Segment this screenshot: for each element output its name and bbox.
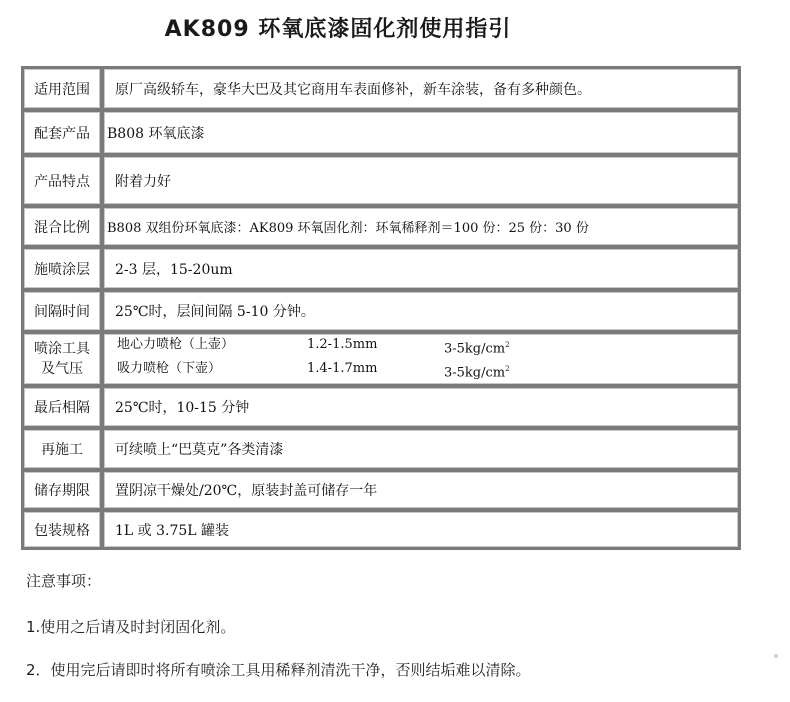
row-label: 间隔时间 xyxy=(24,292,100,330)
row-label: 产品特点 xyxy=(24,157,100,204)
page-title: AK809 环氧底漆固化剂使用指引 xyxy=(164,17,512,42)
row-value xyxy=(104,334,738,384)
row-label-line: 及气压 xyxy=(41,361,83,377)
table-row xyxy=(24,512,738,547)
row-label: 适用范围 xyxy=(24,69,100,108)
table-row xyxy=(24,69,738,108)
note-item: 2．使用完后请即时将所有喷涂工具用稀释剂清洗干净，否则结垢难以清除。 xyxy=(26,661,531,679)
table-row xyxy=(24,112,738,153)
note-item: 1.使用之后请及时封闭固化剂。 xyxy=(26,618,236,636)
tool-nozzle: 1.4-1.7mm xyxy=(307,361,378,376)
notes-heading: 注意事项： xyxy=(26,572,102,590)
row-label: 储存期限 xyxy=(24,472,100,508)
row-label: 配套产品 xyxy=(24,112,100,153)
spray-tools-grid xyxy=(117,335,524,384)
row-value: 25℃时，层间间隔 5-10 分钟。 xyxy=(104,292,738,330)
table-row xyxy=(24,388,738,426)
row-value: 25℃时，10-15 分钟 xyxy=(104,388,738,426)
table-row xyxy=(24,249,738,288)
row-value: 置阴凉干燥处/20℃，原装封盖可储存一年 xyxy=(104,472,738,508)
row-label: 最后相隔 xyxy=(24,388,100,426)
row-label: 施喷涂层 xyxy=(24,249,100,288)
tool-nozzle: 1.2-1.5mm xyxy=(307,336,378,352)
tool-pressure: $3-5kg/cm^2$ xyxy=(444,340,510,356)
table-row xyxy=(24,334,738,384)
tool-name: 地心力喷枪（上壶） xyxy=(117,336,235,352)
row-label: 混合比例 xyxy=(24,208,100,245)
table-row xyxy=(24,208,738,245)
row-label xyxy=(24,334,100,384)
table-row xyxy=(24,292,738,330)
row-label-line: 喷涂工具 xyxy=(34,341,90,357)
tool-pressure: $3-5kg/cm^2$ xyxy=(444,365,510,381)
table-row xyxy=(24,472,738,508)
row-value: B808 环氧底漆 xyxy=(104,112,738,153)
row-label: 再施工 xyxy=(24,430,100,468)
tool-name: 吸力喷枪（下壶） xyxy=(117,361,222,376)
spec-table xyxy=(21,66,741,550)
row-value: 附着力好 xyxy=(104,157,738,204)
table-row xyxy=(24,430,738,468)
row-value: B808 双组份环氧底漆：AK809 环氧固化剂：环氧稀释剂＝100 份：25 份：30 份 xyxy=(104,208,738,245)
speck-decoration xyxy=(774,654,778,658)
row-value: 原厂高级轿车，豪华大巴及其它商用车表面修补，新车涂装，备有多种颜色。 xyxy=(104,69,738,108)
table-row xyxy=(24,157,738,204)
row-value: 可续喷上“巴莫克”各类清漆 xyxy=(104,430,738,468)
row-label: 包装规格 xyxy=(24,512,100,547)
row-value: 2-3 层，15-20um xyxy=(104,249,738,288)
row-value: 1L 或 3.75L 罐装 xyxy=(104,512,738,547)
